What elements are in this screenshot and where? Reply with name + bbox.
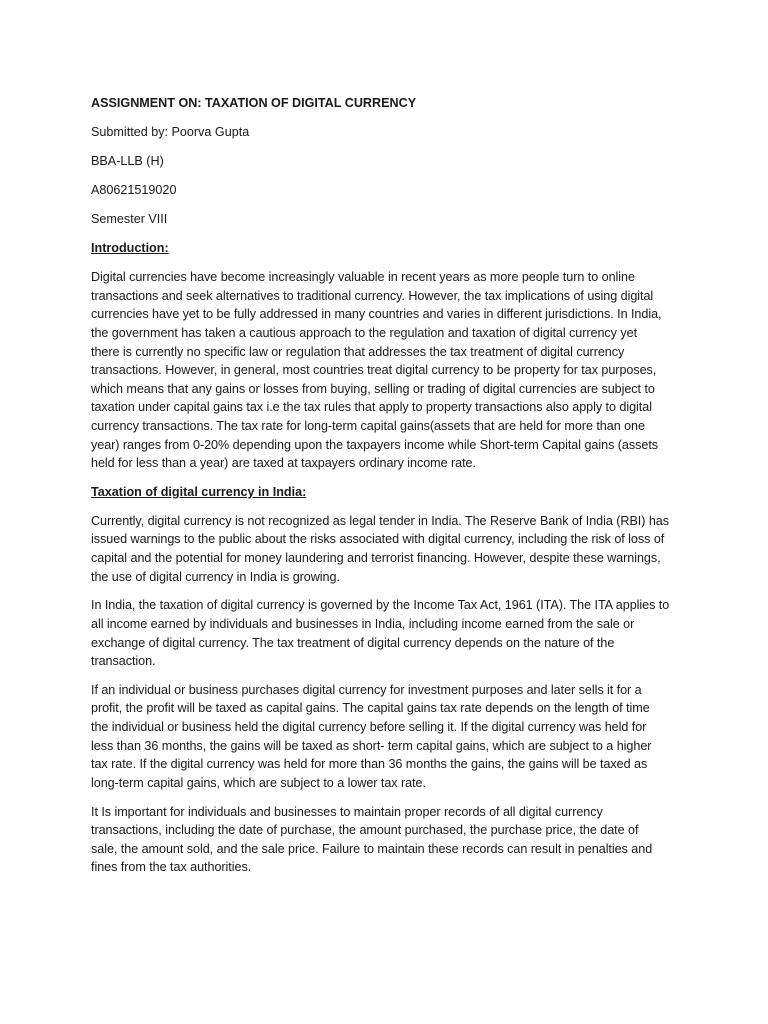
text-line: fines from the tax authorities. (91, 860, 252, 875)
text-line: all income earned by individuals and businesses in India, including income earned from the sale or (91, 616, 635, 631)
text-line: the government has taken a cautious approach to the regulation and taxation of digital currency yet (91, 326, 638, 341)
text-line: transactions and seek alternatives to traditional currency. However, the tax implications of using digital (91, 288, 654, 303)
record-keeping-paragraph (91, 803, 682, 877)
taxation-india-heading: Taxation of digital currency in India: (91, 484, 307, 499)
income-tax-act-paragraph (91, 596, 682, 670)
text-line: sale, the amount sold, and the sale price. Failure to maintain these records can result in penalties and (91, 841, 653, 856)
text-line: Currently, digital currency is not recognized as legal tender in India. The Reserve Bank of India (RBI) has (91, 513, 669, 528)
text-line: capital and the potential for money laundering and terrorist financing. However, despite these warnings, (91, 550, 661, 565)
capital-gains-paragraph (91, 681, 682, 793)
submitted-by: Submitted by: Poorva Gupta (91, 125, 250, 140)
text-line: profit, the profit will be taxed as capital gains. The capital gains tax rate depends on the length of time (91, 701, 650, 716)
text-line: In India, the taxation of digital currency is governed by the Income Tax Act, 1961 (ITA). The ITA applies to (91, 598, 670, 613)
text-line: transaction. (91, 654, 156, 669)
text-line: transactions. However, in general, most countries treat digital currency to be property for tax purposes, (91, 363, 657, 378)
document-title: ASSIGNMENT ON: TAXATION OF DIGITAL CURRENCY (91, 96, 417, 110)
text-line: tax rate. If the digital currency was held for more than 36 months the gains, the gains will be taxed as (91, 757, 648, 772)
text-line: which means that any gains or losses from buying, selling or trading of digital currencies are subject to (91, 381, 655, 396)
text-line: currency transactions. The tax rate for long-term capital gains(assets that are held for more than one (91, 419, 645, 433)
text-line: It Is important for individuals and businesses to maintain proper records of all digital currency (91, 804, 603, 819)
text-line: exchange of digital currency. The tax treatment of digital currency depends on the nature of the (91, 635, 615, 650)
text-line: transactions, including the date of purchase, the amount purchased, the purchase price, the date of (91, 823, 639, 838)
text-line: the use of digital currency in India is growing. (91, 569, 340, 584)
text-line: currencies have yet to be fully addressed in many countries and varies in different jurisdictions. In India, (91, 307, 662, 322)
semester: Semester VIII (91, 212, 168, 227)
text-line: held for less than a year) are taxed at taxpayers ordinary income rate. (91, 456, 476, 471)
rbi-warning-paragraph (91, 512, 682, 586)
introduction-heading: Introduction: (91, 241, 169, 256)
text-line: long-term capital gains, which are subject to a lower tax rate. (91, 775, 426, 790)
course-name: BBA-LLB (H) (91, 154, 164, 169)
text-line: taxation under capital gains tax i.e the tax rules that apply to property transactions also apply to digital (91, 400, 652, 415)
enrollment-number: A80621519020 (91, 183, 177, 198)
text-line: less than 36 months, the gains will be taxed as short- term capital gains, which are subject to a higher (91, 738, 652, 753)
text-line: year) ranges from 0-20% depending upon the taxpayers income while Short-term Capital gains (assets (91, 437, 659, 452)
text-line: the individual or business held the digital currency before selling it. If the digital currency was held for (91, 720, 647, 735)
introduction-paragraph (91, 268, 682, 473)
text-line: If an individual or business purchases digital currency for investment purposes and later sells it for a (91, 682, 642, 697)
text-line: Digital currencies have become increasingly valuable in recent years as more people turn to online (91, 270, 635, 285)
text-line: there is currently no specific law or regulation that addresses the tax treatment of digital currency (91, 344, 625, 359)
text-line: issued warnings to the public about the risks associated with digital currency, including the risk of loss of (91, 532, 665, 547)
